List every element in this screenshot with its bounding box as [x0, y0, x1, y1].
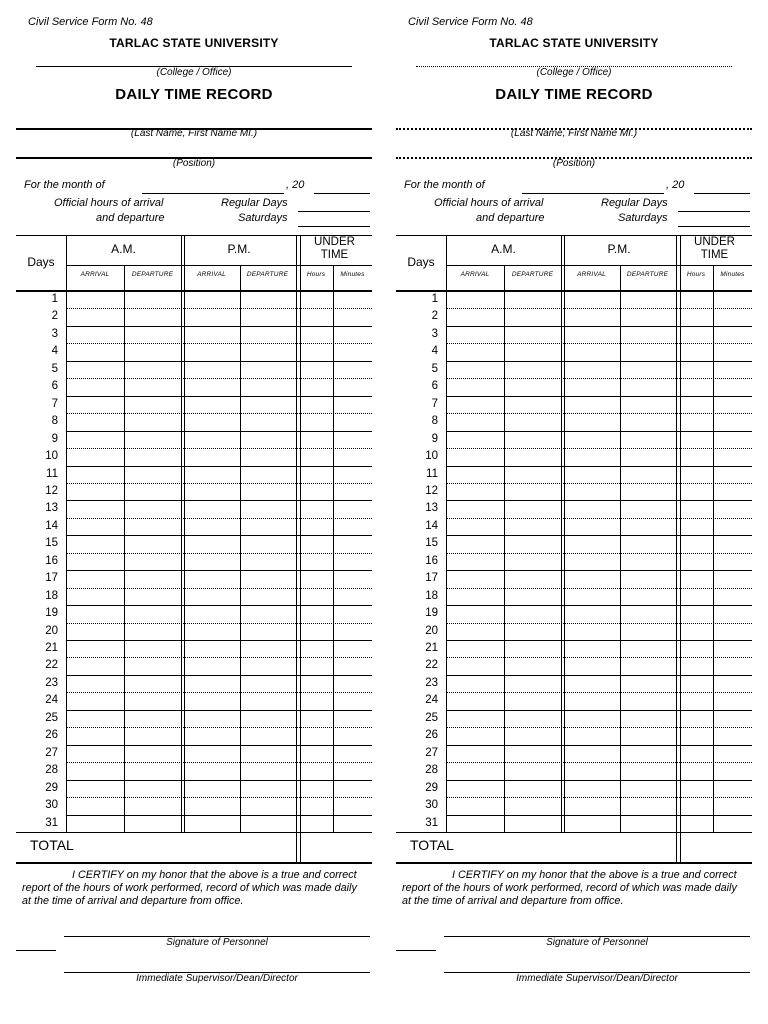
row-rule	[66, 535, 372, 536]
row-rule	[66, 657, 372, 658]
table-column-rule	[561, 235, 562, 832]
row-rule	[66, 448, 372, 449]
day-number: 15	[425, 537, 438, 550]
time-record-table	[396, 235, 752, 862]
signature-divider	[396, 950, 436, 951]
day-number: 28	[45, 764, 58, 777]
day-number: 7	[51, 397, 58, 410]
row-rule	[66, 588, 372, 589]
row-rule	[446, 343, 752, 344]
row-rule	[446, 675, 752, 676]
table-column-rule	[676, 235, 677, 862]
row-rule	[446, 727, 752, 728]
row-rule	[66, 326, 372, 327]
day-number: 11	[46, 467, 58, 480]
day-number: 9	[51, 432, 58, 445]
position-caption: (Position)	[552, 158, 596, 169]
table-column-rule	[446, 235, 447, 832]
official-hours-label: Official hours of arrival	[54, 197, 164, 209]
table-rule	[16, 290, 372, 292]
day-number: 3	[51, 327, 58, 340]
regular-days-label: Regular Days	[221, 197, 288, 209]
saturdays-label: Saturdays	[238, 212, 288, 224]
table-column-rule	[564, 235, 565, 832]
table-rule	[396, 290, 752, 292]
row-rule	[446, 623, 752, 624]
table-rule	[396, 832, 752, 833]
time-record-table	[16, 235, 372, 862]
college-caption: (College / Office)	[536, 67, 612, 78]
am-departure-header: DEPARTURE	[511, 271, 554, 278]
day-number: 1	[51, 293, 58, 305]
certification-text: I CERTIFY on my honor that the above is a true and correct report of the hours of work performed, record of which was made daily at the time of arrival and departure from office.	[22, 869, 357, 907]
form-title: DAILY TIME RECORD	[495, 86, 653, 103]
form-number: Civil Service Form No. 48	[28, 16, 153, 28]
row-rule	[66, 308, 372, 309]
day-number: 23	[425, 676, 438, 689]
day-number: 30	[45, 799, 58, 812]
year-field[interactable]	[314, 193, 370, 194]
row-rule	[446, 326, 752, 327]
row-rule	[446, 378, 752, 379]
row-rule	[66, 640, 372, 641]
day-number: 28	[425, 764, 438, 777]
day-number: 17	[425, 572, 438, 585]
am-header: A.M.	[491, 242, 516, 256]
row-rule	[66, 745, 372, 746]
day-number: 4	[51, 345, 58, 358]
day-number: 21	[45, 642, 58, 654]
row-rule	[66, 780, 372, 781]
table-column-rule	[333, 265, 334, 832]
row-rule	[66, 762, 372, 763]
row-rule	[66, 570, 372, 571]
row-rule	[446, 797, 752, 798]
day-number: 5	[51, 362, 58, 375]
table-column-rule	[296, 235, 297, 862]
day-number: 8	[431, 415, 438, 428]
day-number: 4	[431, 345, 438, 358]
day-number: 1	[431, 293, 438, 305]
month-field[interactable]	[522, 193, 664, 194]
day-number: 25	[425, 711, 438, 724]
row-rule	[446, 535, 752, 536]
day-number: 31	[45, 816, 58, 829]
table-column-rule	[66, 235, 67, 832]
days-header: Days	[407, 255, 435, 269]
day-number: 16	[45, 554, 58, 567]
pm-arrival-header: ARRIVAL	[197, 271, 226, 278]
table-column-rule	[504, 265, 505, 832]
day-number: 2	[431, 310, 438, 323]
row-rule	[446, 553, 752, 554]
undertime-header-line1: UNDER	[314, 236, 355, 248]
pm-departure-header: DEPARTURE	[246, 271, 289, 278]
day-number: 29	[425, 781, 438, 794]
row-rule	[66, 727, 372, 728]
saturdays-field[interactable]	[298, 226, 370, 227]
university-name: TARLAC STATE UNIVERSITY	[109, 36, 279, 50]
day-number: 6	[431, 380, 438, 393]
table-rule	[16, 832, 372, 833]
row-rule	[66, 483, 372, 484]
day-number: 3	[431, 327, 438, 340]
day-number: 17	[45, 572, 58, 585]
official-hours-label: Official hours of arrival	[434, 197, 544, 209]
year-field[interactable]	[694, 193, 750, 194]
undertime-hours-header: Hours	[306, 271, 326, 278]
undertime-header-line1: UNDER	[694, 236, 735, 248]
table-column-rule	[184, 235, 185, 832]
table-rule	[16, 862, 372, 864]
dtr-form-right	[394, 0, 754, 1024]
day-number: 30	[425, 799, 438, 812]
day-number: 27	[425, 746, 438, 759]
subheader-rule	[66, 265, 372, 266]
day-number: 23	[45, 676, 58, 689]
am-departure-header: DEPARTURE	[131, 271, 174, 278]
row-rule	[66, 466, 372, 467]
row-rule	[66, 623, 372, 624]
table-rule	[396, 235, 752, 236]
day-number: 20	[45, 624, 58, 637]
table-rule	[16, 235, 372, 236]
row-rule	[446, 605, 752, 606]
row-rule	[66, 431, 372, 432]
row-rule	[66, 553, 372, 554]
day-number: 10	[425, 450, 438, 463]
table-column-rule	[680, 235, 681, 862]
row-rule	[446, 448, 752, 449]
regular-days-field[interactable]	[678, 211, 750, 212]
row-rule	[446, 518, 752, 519]
day-number: 29	[45, 781, 58, 794]
saturdays-field[interactable]	[678, 226, 750, 227]
day-number: 14	[45, 519, 58, 532]
day-number: 8	[51, 415, 58, 428]
am-header: A.M.	[111, 242, 136, 256]
undertime-header	[677, 236, 752, 262]
undertime-header-line2: TIME	[700, 249, 729, 261]
row-rule	[446, 308, 752, 309]
day-number: 26	[45, 729, 58, 742]
pm-header: P.M.	[227, 242, 251, 256]
row-rule	[66, 361, 372, 362]
row-rule	[446, 640, 752, 641]
day-number: 2	[51, 310, 58, 323]
subheader-rule	[446, 265, 752, 266]
regular-days-label: Regular Days	[601, 197, 668, 209]
day-number: 10	[45, 450, 58, 463]
regular-days-field[interactable]	[298, 211, 370, 212]
days-header: Days	[27, 255, 55, 269]
supervisor-caption: Immediate Supervisor/Dean/Director	[136, 973, 298, 984]
day-number: 7	[431, 397, 438, 410]
form-number: Civil Service Form No. 48	[408, 16, 533, 28]
pm-header: P.M.	[607, 242, 631, 256]
undertime-minutes-header: Minutes	[720, 271, 745, 278]
row-rule	[66, 518, 372, 519]
row-rule	[446, 483, 752, 484]
row-rule	[66, 378, 372, 379]
day-number: 19	[425, 607, 438, 620]
undertime-minutes-header: Minutes	[340, 271, 365, 278]
row-rule	[446, 710, 752, 711]
day-number: 18	[45, 589, 58, 602]
day-number: 5	[431, 362, 438, 375]
day-number: 16	[425, 554, 438, 567]
table-column-rule	[124, 265, 125, 832]
day-number: 9	[431, 432, 438, 445]
name-caption: (Last Name, First Name MI.)	[510, 128, 638, 139]
name-caption: (Last Name, First Name MI.)	[130, 128, 258, 139]
day-number: 15	[45, 537, 58, 550]
day-number: 12	[425, 484, 438, 497]
day-number: 11	[426, 467, 438, 480]
table-column-rule	[300, 235, 301, 862]
total-label: TOTAL	[410, 837, 454, 853]
official-hours-label-2: and departure	[96, 212, 165, 224]
pm-arrival-header: ARRIVAL	[577, 271, 606, 278]
row-rule	[446, 396, 752, 397]
total-label: TOTAL	[30, 837, 74, 853]
month-field[interactable]	[142, 193, 284, 194]
row-rule	[446, 466, 752, 467]
undertime-header-line2: TIME	[320, 249, 349, 261]
table-column-rule	[240, 265, 241, 832]
row-rule	[446, 570, 752, 571]
day-number: 19	[45, 607, 58, 620]
official-hours-label-2: and departure	[476, 212, 545, 224]
row-rule	[66, 710, 372, 711]
row-rule	[446, 361, 752, 362]
row-rule	[446, 815, 752, 816]
day-number: 24	[45, 694, 58, 707]
row-rule	[446, 500, 752, 501]
year-prefix: , 20	[666, 179, 685, 191]
row-rule	[66, 605, 372, 606]
table-column-rule	[620, 265, 621, 832]
saturdays-label: Saturdays	[618, 212, 668, 224]
row-rule	[66, 343, 372, 344]
day-number: 12	[45, 484, 58, 497]
personnel-signature-caption: Signature of Personnel	[546, 937, 648, 948]
day-number: 27	[45, 746, 58, 759]
table-column-rule	[181, 235, 182, 832]
personnel-signature-caption: Signature of Personnel	[166, 937, 268, 948]
row-rule	[446, 780, 752, 781]
row-rule	[446, 657, 752, 658]
am-arrival-header: ARRIVAL	[460, 271, 490, 278]
dtr-form-left	[14, 0, 374, 1024]
row-rule	[446, 413, 752, 414]
day-number: 25	[45, 711, 58, 724]
table-column-rule	[713, 265, 714, 832]
position-caption: (Position)	[172, 158, 216, 169]
row-rule	[66, 396, 372, 397]
day-number: 21	[425, 642, 438, 654]
year-prefix: , 20	[286, 179, 305, 191]
row-rule	[446, 588, 752, 589]
table-rule	[396, 862, 752, 864]
day-number: 14	[425, 519, 438, 532]
day-number: 18	[425, 589, 438, 602]
row-rule	[446, 745, 752, 746]
row-rule	[66, 500, 372, 501]
row-rule	[446, 762, 752, 763]
row-rule	[66, 692, 372, 693]
am-arrival-header: ARRIVAL	[80, 271, 110, 278]
undertime-header	[297, 236, 372, 262]
college-caption: (College / Office)	[156, 67, 232, 78]
day-number: 31	[425, 816, 438, 829]
day-number: 6	[51, 380, 58, 393]
pm-departure-header: DEPARTURE	[626, 271, 669, 278]
month-label: For the month of	[24, 179, 105, 191]
form-title: DAILY TIME RECORD	[115, 86, 273, 103]
row-rule	[66, 815, 372, 816]
month-label: For the month of	[404, 179, 485, 191]
day-number: 22	[45, 659, 58, 672]
day-number: 22	[425, 659, 438, 672]
row-rule	[66, 675, 372, 676]
certification-text: I CERTIFY on my honor that the above is a true and correct report of the hours of work performed, record of which was made daily at the time of arrival and departure from office.	[402, 869, 737, 907]
day-number: 13	[45, 502, 58, 515]
row-rule	[446, 431, 752, 432]
university-name: TARLAC STATE UNIVERSITY	[489, 36, 659, 50]
row-rule	[66, 797, 372, 798]
undertime-hours-header: Hours	[686, 271, 706, 278]
supervisor-caption: Immediate Supervisor/Dean/Director	[516, 973, 678, 984]
row-rule	[66, 413, 372, 414]
day-number: 26	[425, 729, 438, 742]
signature-divider	[16, 950, 56, 951]
day-number: 13	[425, 502, 438, 515]
day-number: 24	[425, 694, 438, 707]
row-rule	[446, 692, 752, 693]
day-number: 20	[425, 624, 438, 637]
